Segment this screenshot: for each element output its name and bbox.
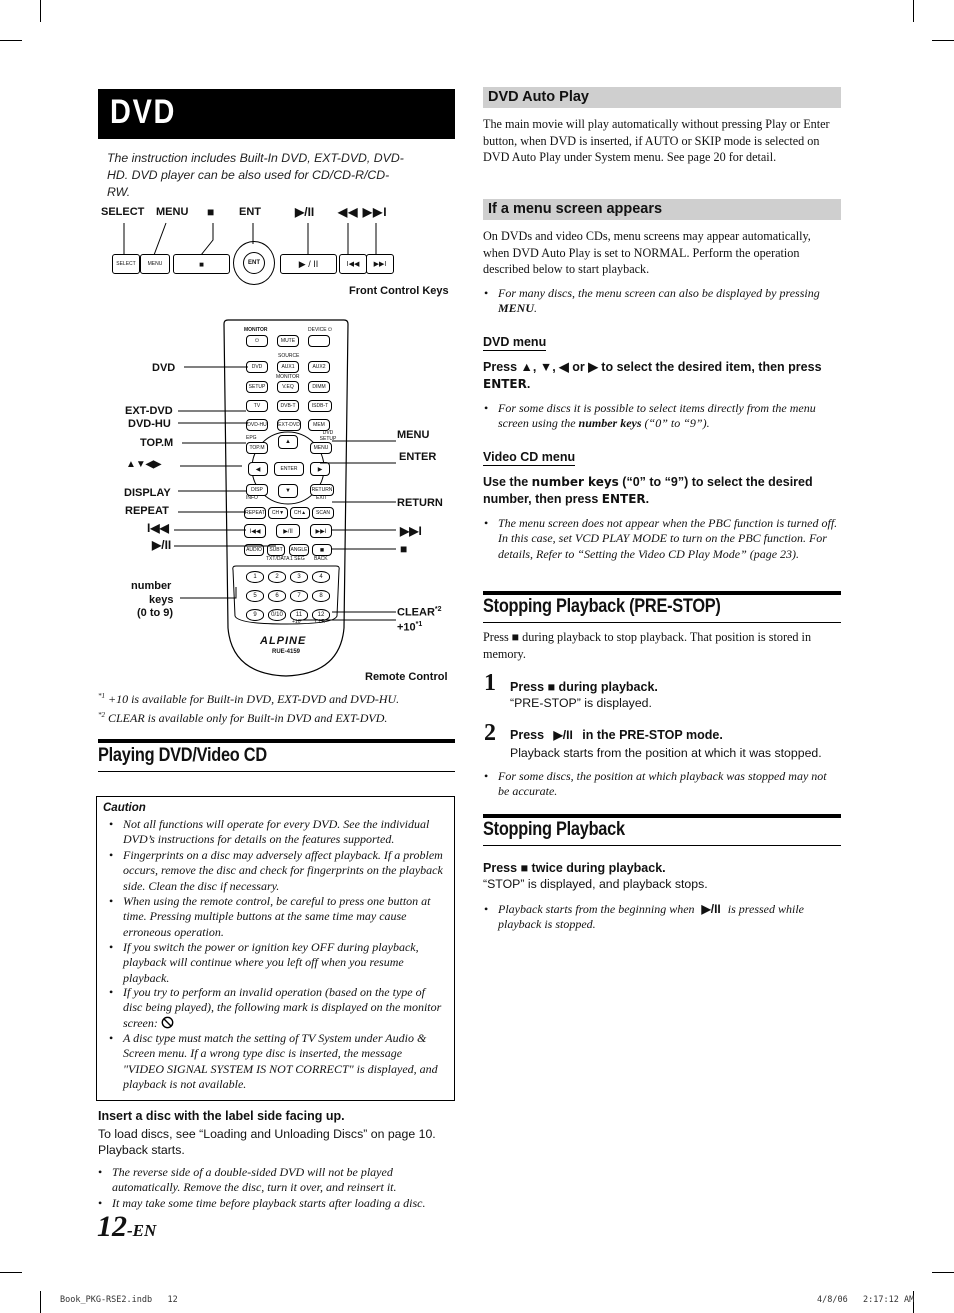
label-remote-plus10 [397, 621, 422, 634]
step-2-head-pre: Press [510, 728, 545, 742]
label-remote-arrows: ▲▼◀▶ [126, 459, 162, 470]
label-menu: MENU [156, 206, 189, 218]
remote-caption: Remote Control [365, 671, 448, 683]
label-remote-keys: keys [149, 594, 174, 606]
step-1-head: Press ■ during playback. [510, 680, 658, 694]
section-rule [483, 814, 841, 818]
crop-mark [40, 0, 41, 22]
remote-dimm-button[interactable]: DIMM [308, 381, 330, 393]
slug-date: 4/8/06 2:17:12 AM [817, 1295, 915, 1305]
remote-key-7[interactable]: 7 [290, 590, 308, 602]
caution-item: • If you try to perform an invalid operation (based on the type of disc being played), the following mark is displayed on the monitor screen: [109, 985, 442, 1030]
vcd-instr-pre: Use the [483, 475, 532, 489]
remote-leader-lines [170, 355, 450, 635]
remote-angle-button[interactable]: ANGLE [289, 544, 309, 556]
stop-button[interactable]: ■ [173, 254, 230, 274]
crop-mark [932, 40, 954, 41]
remote-menu-button[interactable]: MENU [310, 442, 332, 454]
dvd-menu-note-bold: number keys [578, 416, 642, 431]
remote-disp-button[interactable]: DISP [246, 484, 268, 496]
label-remote-menu: MENU [397, 429, 430, 441]
step-number: 2 [484, 720, 496, 746]
stop-note-post: is pressed while playback is stopped. [498, 902, 804, 932]
footnote-2-text: CLEAR is available only for Built-in DVD and EXT-DVD. [108, 711, 388, 725]
page-title: DVD [110, 93, 177, 131]
section-rule [483, 845, 841, 846]
remote-veq-button[interactable]: V.EQ [277, 381, 299, 393]
insert-note: • The reverse side of a double-sided DVD will not be played automatically. Remove the disc, turn it over, and reinsert it. [98, 1165, 397, 1195]
remote-topm-button[interactable]: TOP.M [246, 442, 268, 454]
step-number: 1 [484, 670, 496, 696]
dvd-menu-note-pre: For some discs it is possible to select items directly from the menu screen using the [498, 401, 816, 431]
footnotes [98, 688, 458, 726]
remote-extdvd-button[interactable]: EXT-DVD [277, 419, 301, 431]
remote-repeat-button[interactable]: REPEAT [244, 507, 266, 519]
insert-note: • It may take some time before playback starts after loading a disc. [98, 1196, 426, 1210]
remote-ch-up-button[interactable]: CH▲ [290, 507, 310, 519]
slug-file: Book_PKG-RSE2.indb 12 [60, 1295, 178, 1305]
prev-button[interactable]: I◀◀ [339, 254, 367, 274]
menu-note-post: . [534, 301, 538, 316]
remote-device-label: DEVICE ⏻ [308, 327, 332, 333]
remote-key-5[interactable]: 5 [246, 590, 264, 602]
remote-ch-down-button[interactable]: CH▼ [268, 507, 288, 519]
dvd-header-bar [98, 89, 455, 139]
remote-epg-label: EPG [246, 435, 257, 441]
label-remote-next: ▶▶I [400, 524, 422, 538]
remote-up-button[interactable]: ▲ [278, 435, 298, 449]
label-remote-play: ▶/II [152, 538, 172, 552]
remote-play-pause-button[interactable]: ▶/II [276, 524, 300, 538]
ent-knob-ring [233, 241, 275, 285]
remote-clr-label: CLR [315, 619, 326, 625]
insert-note-text: It may take some time before playback starts after loading a disc. [112, 1196, 426, 1210]
dvd-menu-instr-pre: Press ▲, ▼, ◀ or ▶ to select the desired item, then press [483, 360, 822, 374]
step-2-text: Playback starts from the position at which it was stopped. [510, 746, 822, 760]
caution-item: • Fingerprints on a disc may adversely affect playback. If a problem occurs, remove the disc and check for fingerprints on the playback side. Clean the disc if necessary. [109, 848, 443, 893]
plus10-text: +10 [397, 621, 416, 634]
label-remote-return: RETURN [397, 497, 443, 509]
remote-key-0-10[interactable]: 0/10 [268, 609, 286, 621]
remote-prev-button[interactable]: I◀◀ [244, 524, 266, 538]
dvd-menu-instr-key: ENTER [483, 377, 527, 391]
intro-text: The instruction includes Built-In DVD, EXT-DVD, DVD-HD. DVD player can be also used for CD/CD-R/CD-RW. [107, 151, 404, 199]
remote-return-button[interactable]: RETURN [310, 484, 334, 496]
ent-button[interactable]: ENT [243, 252, 265, 274]
remote-stop-button[interactable]: ■ [312, 544, 332, 556]
vcd-instr-key1: number keys [531, 475, 619, 489]
remote-tv-button[interactable]: TV [246, 400, 268, 412]
device-power-button[interactable] [308, 335, 330, 347]
remote-dvd-button[interactable]: DVD [246, 361, 268, 373]
caution-item-text: If you try to perform an invalid operation (based on the type of disc being played), the following mark is displayed on the monitor screen: [123, 985, 442, 1030]
caution-item: • Not all functions will operate for every DVD. See the individual DVD’s instructions for details on the features supported. [109, 817, 430, 847]
menu-screen-title: If a menu screen appears [483, 199, 841, 220]
label-remote-display: DISPLAY [124, 487, 171, 499]
section-rule [483, 622, 841, 623]
remote-key-9[interactable]: 9 [246, 609, 264, 621]
remote-key-1[interactable]: 1 [246, 571, 264, 583]
remote-down-button[interactable]: ▼ [278, 484, 298, 498]
remote-subt-button[interactable]: SUBT [267, 544, 285, 556]
label-ent: ENT [239, 206, 261, 218]
pre-stop-intro: Press ■ during playback to stop playback. That position is stored in memory. [483, 630, 812, 661]
pre-stop-note: • For some discs, the position at which playback was stopped may not be accurate. [484, 769, 827, 799]
dvd-menu-note: • For some discs it is possible to select items directly from the menu screen using the number keys (“0” to “9”). [484, 401, 816, 431]
insert-text: To load discs, see “Loading and Unloading Discs” on page 10. Playback starts. [98, 1127, 436, 1157]
dvd-menu-instr-post: . [526, 377, 531, 391]
crop-mark [40, 1291, 41, 1313]
page-number-num: 12 [97, 1210, 127, 1243]
remote-aux2-button[interactable]: AUX2 [308, 361, 330, 373]
remote-dvbt-button[interactable]: DVB-T [277, 400, 299, 412]
caution-item: • A disc type must match the setting of TV System under Audio & Screen menu. If a wrong type disc is inserted, the message "VIDEO SIGNAL SYSTEM IS NOT CORRECT" is displayed, and playback is not available. [109, 1031, 438, 1091]
remote-exit-label: EXIT [316, 495, 328, 501]
label-remote-dvd: DVD [152, 362, 176, 374]
menu-screen-note: • For many discs, the menu screen can also be displayed by pressing MENU. [484, 286, 820, 316]
remote-key-11[interactable]: 11 [290, 609, 308, 621]
remote-txtdata-label: TXT/DATA [266, 556, 290, 562]
remote-dvdhu-button[interactable]: DVD-HU [246, 419, 268, 431]
crop-mark [932, 1272, 954, 1273]
caution-item-text: A disc type must match the setting of TV System under Audio & Screen menu. If a wrong type disc is inserted, the message "VIDEO SIGNAL SYSTEM IS NOT CORRECT" is displayed, and playback is not available. [123, 1031, 438, 1091]
label-remote-ext-dvd: EXT-DVD [125, 405, 173, 417]
caution-item-text: When using the remote control, be careful to press one button at time. Pressing multiple buttons at the same time may cause erroneous operation. [123, 894, 431, 939]
pre-stop-note-text: For some discs, the position at which playback was stopped may not be accurate. [498, 769, 827, 799]
caution-item-text: If you switch the power or ignition key OFF during playback, playback will continue where you left off when you resume playback. [123, 940, 419, 985]
remote-key-12[interactable]: 12 [312, 609, 330, 621]
caution-item-text: Not all functions will operate for every DVD. See the individual DVD’s instructions for details on the features supported. [123, 817, 430, 847]
section-rule [483, 591, 841, 595]
menu-note-bold: MENU [498, 301, 535, 316]
remote-right-button[interactable]: ▶ [310, 462, 330, 476]
label-stop: ■ [207, 205, 215, 219]
caution-title: Caution [103, 802, 146, 814]
label-remote-dvd-hu: DVD-HU [128, 418, 171, 430]
remote-setup-button[interactable]: SETUP [246, 381, 268, 393]
remote-left-button[interactable]: ◀ [248, 462, 268, 476]
dvd-menu-heading: DVD menu [483, 335, 547, 349]
dvd-menu-note-post: (“0” to “9”). [641, 416, 710, 431]
label-skip: ◀◀ ▶▶I [338, 205, 388, 219]
label-remote-range: (0 to 9) [137, 607, 174, 619]
vcd-menu-instruction [483, 474, 841, 508]
step-2-head-post: in the PRE-STOP mode. [582, 728, 723, 742]
step-1-text: “PRE-STOP” is displayed. [510, 696, 652, 710]
remote-key-3[interactable]: 3 [290, 571, 308, 583]
remote-key-6[interactable]: 6 [268, 590, 286, 602]
remote-monitor2-label: MONITOR [276, 374, 300, 380]
remote-key-8[interactable]: 8 [312, 590, 330, 602]
alpine-logo: ALPINE [260, 635, 307, 647]
remote-scan-button[interactable]: SCAN [312, 507, 334, 519]
menu-note-pre: For many discs, the menu screen can also be displayed by pressing [498, 286, 820, 300]
label-remote-number: number [131, 580, 172, 592]
remote-source-label: SOURCE [278, 353, 300, 359]
section-rule [98, 771, 455, 772]
stop-note-pre: Playback starts from the beginning when [498, 902, 695, 916]
pre-stop-title: Stopping Playback (PRE-STOP) [483, 596, 721, 617]
crop-mark [0, 1272, 22, 1273]
page-number [97, 1210, 156, 1244]
section-rule [98, 739, 455, 743]
menu-button[interactable]: MENU [140, 254, 170, 274]
label-remote-prev: I◀◀ [147, 521, 169, 535]
footnote-2-mark: *2 [98, 711, 105, 719]
label-remote-top-m: TOP.M [140, 437, 174, 449]
label-play-pause: ▶/II [295, 205, 315, 219]
label-remote-stop: ■ [400, 542, 408, 556]
label-select: SELECT [101, 206, 145, 218]
vcd-instr-key2: ENTER [601, 492, 646, 506]
monitor-power-button[interactable]: ⏻ [246, 335, 268, 347]
label-remote-repeat: REPEAT [125, 505, 169, 517]
playing-title: Playing DVD/Video CD [98, 745, 267, 766]
auto-play-text: The main movie will play automatically without pressing Play or Enter button, when DVD is inserted, if AUTO or SKIP mode is selected on DVD Auto Play under System menu. See page 20 for detail. [483, 117, 830, 164]
footnote-1 [98, 688, 458, 707]
clear-text: CLEAR [397, 606, 435, 619]
dvd-menu-instruction [483, 359, 838, 393]
remote-model: RUE-4159 [272, 649, 301, 655]
vcd-menu-heading: Video CD menu [483, 450, 576, 464]
caution-item: • When using the remote control, be careful to press one button at time. Pressing multiple buttons at the same time may cause erroneous operation. [109, 894, 431, 939]
crop-mark [0, 40, 22, 41]
remote-monitor-label: MONITOR [244, 327, 268, 333]
remote-aux1-button[interactable]: AUX1 [277, 361, 299, 373]
play-pause-icon: ▶/II [701, 902, 721, 916]
insert-title: Insert a disc with the label side facing up. [98, 1109, 345, 1123]
remote-oneseg-label: 1 SEG [290, 556, 305, 562]
stop-title: Stopping Playback [483, 819, 625, 840]
stop-note: • Playback starts from the beginning when ▶/II is pressed while playback is stopped. [484, 902, 804, 932]
remote-enter-button[interactable]: ENTER [274, 462, 304, 476]
stop-text: “STOP” is displayed, and playback stops. [483, 877, 708, 891]
step-2-head [510, 728, 723, 742]
plus10-sup: *1 [415, 621, 423, 628]
mute-button[interactable]: MUTE [277, 335, 299, 347]
remote-plus10-label: +10 [292, 619, 301, 625]
remote-next-button[interactable]: ▶▶I [310, 524, 332, 538]
crop-mark [913, 0, 914, 22]
front-keys-caption: Front Control Keys [349, 285, 449, 297]
remote-back-label: BACK [314, 556, 328, 562]
remote-mem-button[interactable]: MEM [308, 419, 330, 431]
next-button[interactable]: ▶▶I [366, 254, 394, 274]
vcd-menu-note: • The menu screen does not appear when the PBC function is turned off. In this case, set VCD PLAY MODE to turn on the PBC function. For details, Refer to “Setting the Video CD Play Mode” (page 23). [484, 516, 838, 561]
vcd-instr-mid: (“0” to “9”) to select the desired number, then press [483, 475, 813, 506]
page-number-suffix: -EN [127, 1221, 157, 1240]
select-button[interactable]: SELECT [112, 254, 140, 274]
insert-note-text: The reverse side of a double-sided DVD will not be played automatically. Remove the disc, turn it over, and reinsert it. [112, 1165, 397, 1195]
remote-isdbt-button[interactable]: ISDB-T [308, 400, 332, 412]
remote-key-4[interactable]: 4 [312, 571, 330, 583]
prohibited-icon [161, 1016, 174, 1029]
remote-audio-button[interactable]: AUDIO [244, 544, 264, 556]
play-pause-icon: ▶/II [553, 728, 573, 742]
footnote-2 [98, 707, 458, 726]
stop-head: Press ■ twice during playback. [483, 861, 666, 875]
label-remote-enter: ENTER [399, 451, 437, 463]
caution-item: • If you switch the power or ignition key OFF during playback, playback will continue where you left off when you resume playback. [109, 940, 419, 985]
vcd-menu-note-text: The menu screen does not appear when the PBC function is turned off. In this case, set VCD PLAY MODE to turn on the PBC function. For details, Refer to “Setting the Video CD Play Mode” (page 23). [498, 516, 838, 561]
auto-play-title: DVD Auto Play [483, 87, 841, 108]
menu-screen-text: On DVDs and video CDs, menu screens may appear automatically, when DVD Auto Play is set to NORMAL. Perform the operation described below to start playback. [483, 229, 811, 276]
footnote-1-text: +10 is available for Built-in DVD, EXT-DVD and DVD-HU. [108, 692, 400, 706]
play-pause-button[interactable]: ▶ / II [280, 254, 337, 274]
remote-key-2[interactable]: 2 [268, 571, 286, 583]
caution-item-text: Fingerprints on a disc may adversely affect playback. If a problem occurs, remove the disc and check for fingerprints on the playback side. Clean the disc if necessary. [123, 848, 443, 893]
clear-sup: *2 [434, 606, 442, 613]
vcd-instr-post: . [645, 492, 650, 506]
remote-dvd-setup-label: DVD SETUP [319, 430, 337, 442]
remote-info-label: INFO [246, 495, 258, 501]
footnote-1-mark: *1 [98, 692, 105, 700]
caution-box [96, 796, 455, 1101]
label-remote-clear [397, 606, 442, 619]
